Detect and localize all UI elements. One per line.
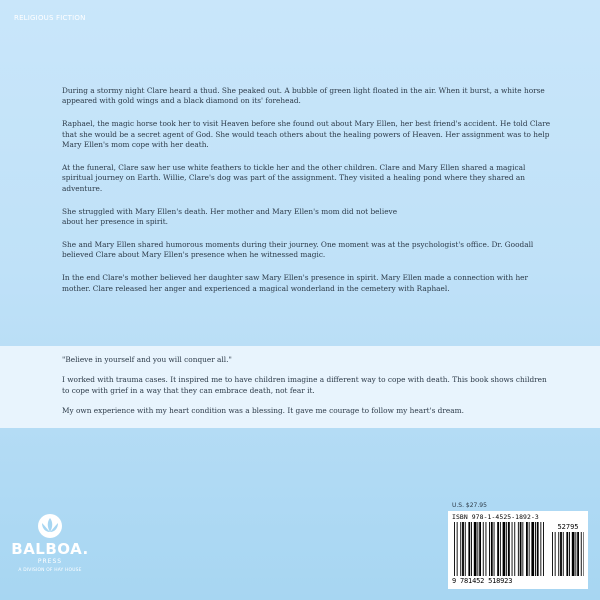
- barcode-bar: [494, 522, 495, 576]
- barcode-bar: [471, 522, 472, 576]
- barcode-bar: [581, 532, 582, 576]
- ean-barcode-bars: [454, 522, 546, 576]
- barcode-bar: [497, 522, 499, 576]
- barcode-bar: [468, 522, 470, 576]
- barcode-bar: [531, 522, 534, 576]
- barcode-bar: [508, 522, 510, 576]
- barcode-bar: [535, 522, 536, 576]
- barcode-bar: [572, 532, 575, 576]
- addon-digits: 52795: [557, 523, 579, 531]
- synopsis-paragraph: In the end Clare's mother believed her daughter saw Mary Ellen's presence in spirit. Mary Ellen made a connection with her mother. Clare released her anger and experienced a magical wonderland in the cemetery with Raphael.: [62, 273, 529, 293]
- barcode-bar: [560, 532, 562, 576]
- barcode-bar: [506, 522, 507, 576]
- isbn-text: ISBN 978-1-4525-1892-3: [452, 513, 539, 521]
- barcode-bar: [460, 522, 461, 576]
- barcode-bar: [555, 532, 556, 576]
- barcode-bar: [518, 522, 519, 576]
- ean-digits: 9 781452 518923: [452, 577, 513, 585]
- barcode-bar: [512, 522, 513, 576]
- publisher-logo: [10, 512, 90, 592]
- barcode-bar: [483, 522, 484, 576]
- barcode-bar: [577, 532, 579, 576]
- author-quote: "Believe in yourself and you will conquer all.": [62, 355, 232, 364]
- synopsis: [62, 86, 554, 307]
- barcode-bar: [558, 532, 559, 576]
- barcode-bar: [503, 522, 506, 576]
- price-label: U.S. $27.95: [452, 502, 487, 509]
- barcode-bar: [486, 522, 487, 576]
- synopsis-paragraph: Raphael, the magic horse took her to visit Heaven before she found out about Mary Ellen, her best friend's accident. He told Clare that she would be a secret agent of God. She would teach others about the healing powers of Heaven. Her assignment was to help Mary Ellen's mom cope with her death.: [62, 119, 551, 150]
- lotus-icon: [33, 512, 67, 538]
- synopsis-paragraph: During a stormy night Clare heard a thud. She peaked out. A bubble of green light floated in the air. When it burst, a white horse appeared with gold wings and a black diamond on its' forehead.: [62, 86, 545, 106]
- barcode-bar: [500, 522, 501, 576]
- barcode-bar: [474, 522, 477, 576]
- author-paragraph: I worked with trauma cases. It inspired me to have children imagine a different way to cope with death. This book shows children to cope with grief in a way that they can embrace death, not fear it.: [62, 375, 547, 395]
- barcode-bar: [462, 522, 464, 576]
- barcode-bar: [520, 522, 522, 576]
- barcode-bar: [457, 522, 458, 576]
- barcode-bar: [477, 522, 478, 576]
- barcode-bar: [489, 522, 490, 576]
- barcode-bar: [575, 532, 576, 576]
- addon-barcode-bars: [552, 532, 584, 576]
- synopsis-paragraph: She struggled with Mary Ellen's death. Her mother and Mary Ellen's mom did not believe about her presence in spirit.: [62, 206, 398, 227]
- author-statement: [62, 355, 554, 427]
- barcode-bar: [584, 532, 585, 576]
- barcode-bar: [465, 522, 466, 576]
- barcode-bar: [514, 522, 515, 576]
- barcode-bar: [566, 532, 568, 576]
- barcode-bar: [454, 522, 455, 576]
- barcode-bar: [563, 532, 564, 576]
- author-paragraph: My own experience with my heart condition was a blessing. It gave me courage to follow my heart's dream.: [62, 406, 464, 416]
- barcode-bar: [491, 522, 493, 576]
- barcode-bar: [479, 522, 481, 576]
- barcode-bar: [522, 522, 523, 576]
- publisher-imprint: A DIVISION OF HAY HOUSE: [18, 568, 82, 573]
- publisher-sub: PRESS: [37, 558, 63, 565]
- barcode-bar: [552, 532, 553, 576]
- synopsis-paragraph: At the funeral, Clare saw her use white feathers to tickle her and the other children. Clare and Mary Ellen shared a magical spiritual journey on Earth. Willie, Clare's dog was part of the assignment. They visited a healing pond where they shared an adventure.: [62, 163, 526, 193]
- barcode-bar: [526, 522, 528, 576]
- genre-label: RELIGIOUS FICTION: [14, 14, 86, 22]
- publisher-name: BALBOA.: [11, 540, 89, 558]
- barcode-bar: [537, 522, 539, 576]
- barcode-bar: [540, 522, 541, 576]
- synopsis-paragraph: She and Mary Ellen shared humorous moments during their journey. One moment was at the psychologist's office. Dr. Goodall believed Clare about Mary Ellen's presence when he witnessed magic.: [62, 240, 534, 260]
- barcode-bar: [543, 522, 544, 576]
- barcode: [448, 511, 588, 589]
- barcode-bar: [569, 532, 570, 576]
- barcode-bar: [529, 522, 530, 576]
